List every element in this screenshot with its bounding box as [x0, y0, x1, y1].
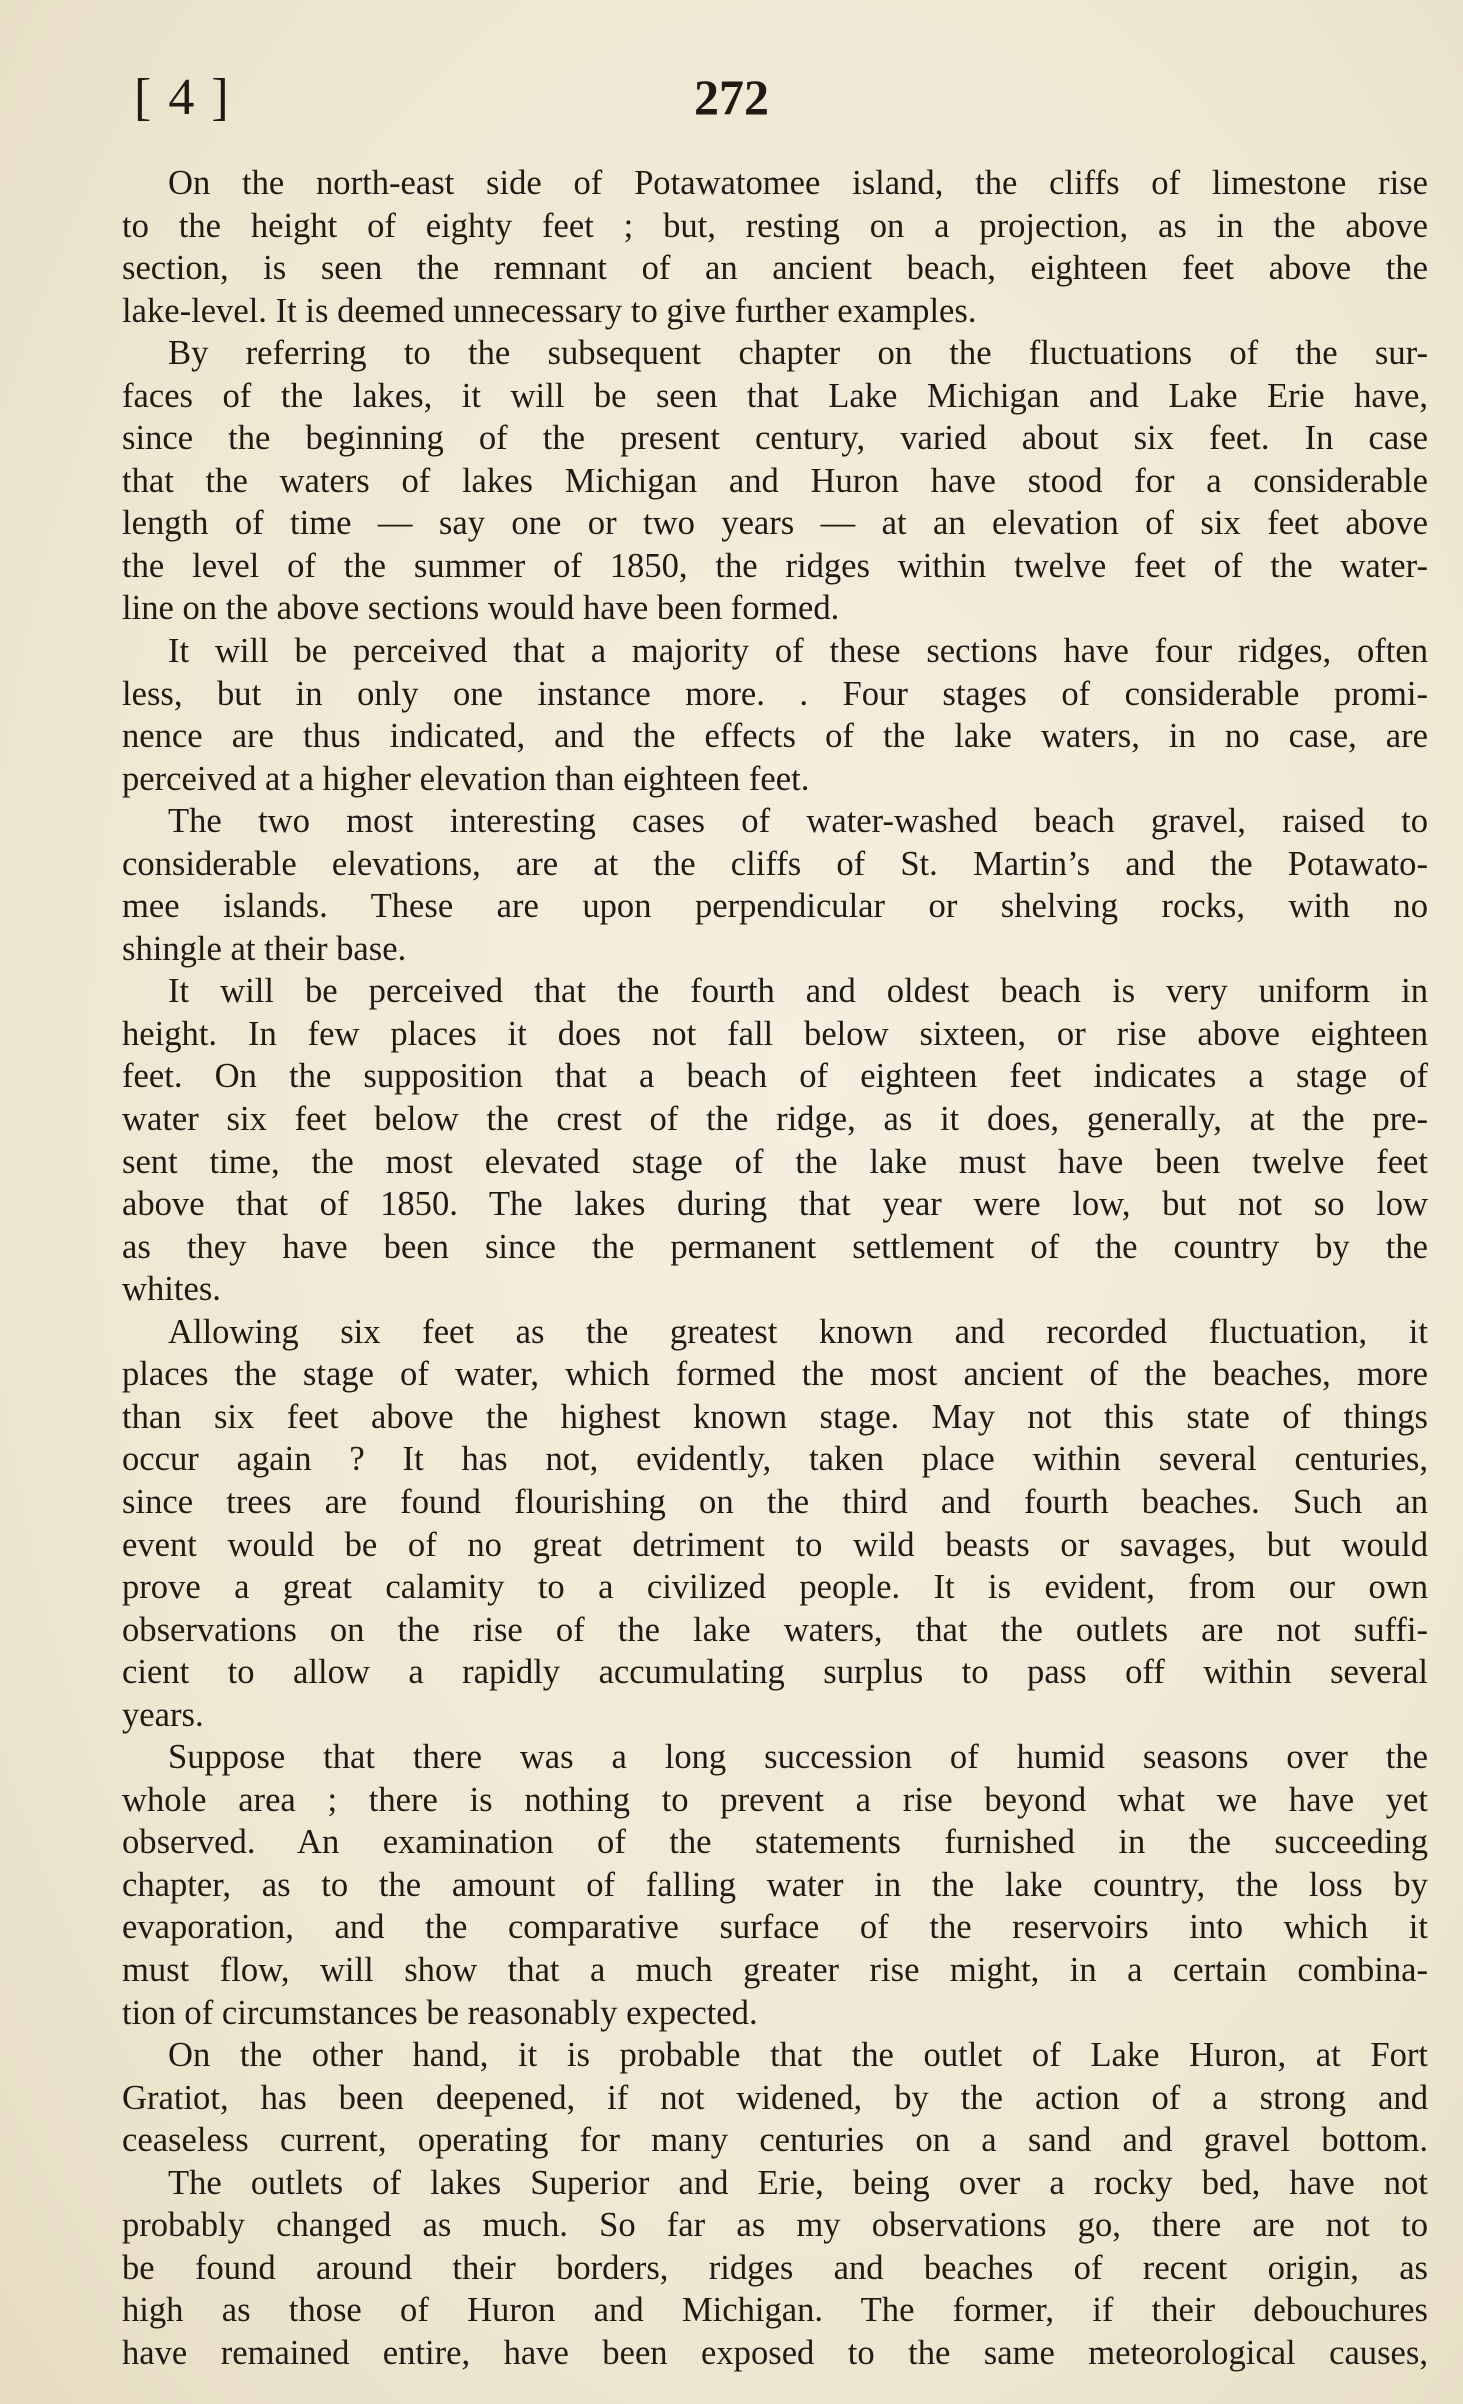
paragraph	[122, 800, 1428, 970]
text-line: height. In few places it does not fall below sixteen, or rise above eighteen	[122, 1014, 1428, 1053]
text-line: that the waters of lakes Michigan and Huron have stood for a considerable	[122, 461, 1428, 500]
text-line: cient to allow a rapidly accumulating surplus to pass off within several	[122, 1653, 1428, 1692]
text-line: be found around their borders, ridges and beaches of recent origin, as	[122, 2248, 1428, 2287]
text-line: as they have been since the permanent settlement of the country by the	[122, 1227, 1428, 1266]
text-line: since trees are found flourishing on the third and fourth beaches. Such an	[122, 1482, 1428, 1521]
page-header	[0, 60, 1463, 130]
sheet-mark: [ 4 ]	[134, 69, 231, 126]
text-line: faces of the lakes, it will be seen that Lake Michigan and Lake Erie have,	[122, 376, 1428, 415]
text-line: sent time, the most elevated stage of the lake must have been twelve feet	[122, 1142, 1428, 1181]
text-line: the level of the summer of 1850, the ridges within twelve feet of the water-	[122, 546, 1428, 585]
paragraph	[122, 162, 1428, 332]
text-line: The outlets of lakes Superior and Erie, being over a rocky bed, have not	[168, 2163, 1428, 2202]
text-line: event would be of no great detriment to wild beasts or savages, but would	[122, 1525, 1428, 1564]
paragraph	[122, 1736, 1428, 2034]
text-line: Gratiot, has been deepened, if not widened, by the action of a strong and	[122, 2078, 1428, 2117]
text-line: mee islands. These are upon perpendicular or shelving rocks, with no	[122, 887, 1428, 926]
text-line: ceaseless current, operating for many centuries on a sand and gravel bottom.	[122, 2121, 1428, 2160]
text-line: It will be perceived that the fourth and oldest beach is very uniform in	[168, 972, 1428, 1011]
text-line: line on the above sections would have been formed.	[122, 589, 840, 628]
page-number: 272	[694, 69, 769, 125]
text-line: prove a great calamity to a civilized people. It is evident, from our own	[122, 1568, 1428, 1607]
text-line: than six feet above the highest known stage. May not this state of things	[122, 1397, 1428, 1436]
text-line: above that of 1850. The lakes during that year were low, but not so low	[122, 1185, 1428, 1224]
text-line: must flow, will show that a much greater rise might, in a certain combina-	[122, 1950, 1428, 1989]
paragraph	[122, 2162, 1428, 2375]
text-line: evaporation, and the comparative surface of the reservoirs into which it	[122, 1908, 1428, 1947]
text-line: whole area ; there is nothing to prevent a rise beyond what we have yet	[122, 1780, 1428, 1819]
text-line: length of time — say one or two years — at an elevation of six feet above	[122, 504, 1428, 543]
paragraph	[122, 1311, 1428, 1736]
text-line: water six feet below the crest of the ridge, as it does, generally, at the pre-	[122, 1100, 1428, 1139]
text-line: lake-level. It is deemed unnecessary to give further examples.	[122, 291, 977, 330]
text-line: nence are thus indicated, and the effects of the lake waters, in no case, are	[122, 717, 1428, 756]
body-text	[122, 162, 1428, 2374]
text-line: observed. An examination of the statements furnished in the succeeding	[122, 1823, 1428, 1862]
text-line: considerable elevations, are at the cliffs of St. Martin’s and the Potawato-	[122, 844, 1428, 883]
text-line: to the height of eighty feet ; but, resting on a projection, as in the above	[122, 206, 1428, 245]
text-line: tion of circumstances be reasonably expected.	[122, 1993, 758, 2032]
text-line: since the beginning of the present century, varied about six feet. In case	[122, 419, 1428, 458]
text-line: chapter, as to the amount of falling water in the lake country, the loss by	[122, 1865, 1428, 1904]
text-line: Suppose that there was a long succession of humid seasons over the	[168, 1738, 1428, 1777]
paragraph	[122, 332, 1428, 630]
text-line: occur again ? It has not, evidently, taken place within several centuries,	[122, 1440, 1428, 1479]
text-line: have remained entire, have been exposed to the same meteorological causes,	[122, 2333, 1428, 2372]
text-line: Allowing six feet as the greatest known and recorded fluctuation, it	[168, 1312, 1428, 1351]
text-line: feet. On the supposition that a beach of eighteen feet indicates a stage of	[122, 1057, 1428, 1096]
text-line: places the stage of water, which formed the most ancient of the beaches, more	[122, 1355, 1428, 1394]
paragraph	[122, 630, 1428, 800]
text-line: probably changed as much. So far as my observations go, there are not to	[122, 2206, 1428, 2245]
text-line: perceived at a higher elevation than eighteen feet.	[122, 759, 810, 798]
text-line: years.	[122, 1695, 204, 1734]
text-line: On the other hand, it is probable that the outlet of Lake Huron, at Fort	[168, 2036, 1428, 2075]
paragraph	[122, 970, 1428, 1310]
text-line: section, is seen the remnant of an ancient beach, eighteen feet above the	[122, 249, 1428, 288]
text-line: observations on the rise of the lake waters, that the outlets are not suffi-	[122, 1610, 1428, 1649]
text-line: whites.	[122, 1270, 221, 1309]
text-line: It will be perceived that a majority of these sections have four ridges, often	[168, 632, 1428, 671]
text-line: shingle at their base.	[122, 929, 407, 968]
paragraph	[122, 2034, 1428, 2162]
text-line: high as those of Huron and Michigan. The former, if their debouchures	[122, 2291, 1428, 2330]
text-line: less, but in only one instance more. . Four stages of considerable promi-	[122, 674, 1428, 713]
text-line: On the north-east side of Potawatomee island, the cliffs of limestone rise	[168, 164, 1428, 202]
text-line: The two most interesting cases of water-washed beach gravel, raised to	[168, 802, 1428, 841]
text-line: By referring to the subsequent chapter on the fluctuations of the sur-	[168, 334, 1428, 373]
